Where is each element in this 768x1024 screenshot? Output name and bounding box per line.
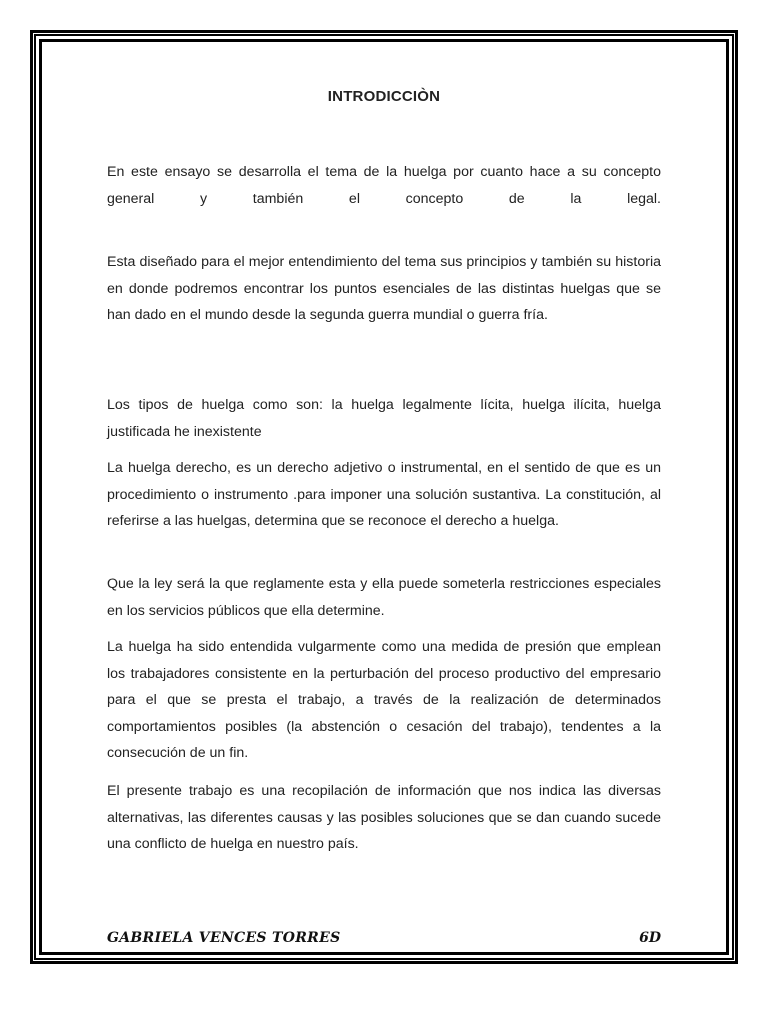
paragraph-types: Los tipos de huelga como son: la huelga legalmente lícita, huelga ilícita, huelga justificada he inexistente [107, 397, 661, 440]
paragraph-summary: El presente trabajo es una recopilación de información que nos indica las diversas alternativas, las diferentes causas y las posibles soluciones que se dan cuando sucede una conflicto de huelga en nuestro país. [107, 783, 661, 852]
paragraph-definition: La huelga ha sido entendida vulgarmente como una medida de presión que emplean los trabajadores consistente en la perturbación del proceso productivo del empresario para el que se presta el trabajo, a través de la realización de determinados comportamientos posibles (la abstención o cesación del trabajo), tendentes a la consecución de un fin. [107, 639, 661, 761]
paragraph-intro: En este ensayo se desarrolla el tema de la huelga por cuanto hace a su concepto general y también el concepto de la legal. [107, 164, 661, 207]
paragraph-law: Que la ley será la que reglamente esta y ella puede someterla restricciones especiales en los servicios públicos que ella determine. [107, 576, 661, 619]
paragraph-right: La huelga derecho, es un derecho adjetivo o instrumental, en el sentido de que es un procedimiento o instrumento .para imponer una solución sustantiva. La constitución, al referirse a las huelgas, determina que se reconoce el derecho a huelga. [107, 460, 661, 529]
footer-author: GABRIELA VENCES TORRES [107, 930, 341, 946]
page-title: INTRODICCIÒN [327, 88, 441, 105]
paragraph-purpose: Esta diseñado para el mejor entendimiento del tema sus principios y también su historia en donde podremos encontrar los puntos esenciales de las distintas huelgas que se han dado en el mundo desde la segunda guerra mundial o guerra fría. [107, 254, 661, 323]
footer-group: 6D [639, 930, 661, 946]
